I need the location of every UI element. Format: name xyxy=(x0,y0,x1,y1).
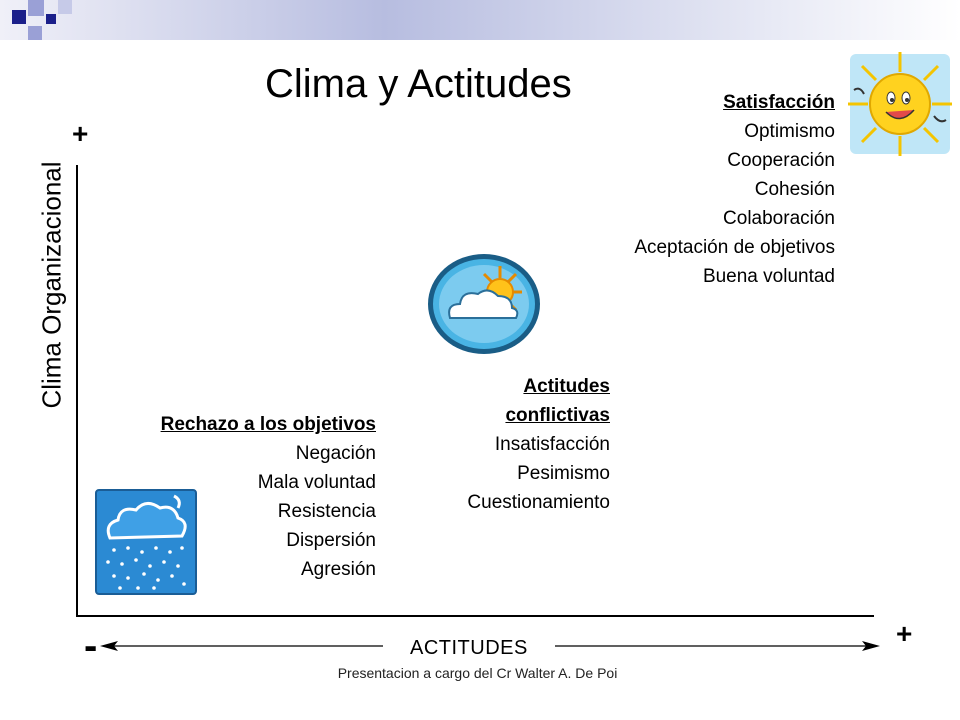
list-item: Cuestionamiento xyxy=(467,492,610,513)
rejection-heading: Rechazo a los objetivos xyxy=(160,414,376,435)
x-axis-line xyxy=(76,615,874,617)
y-axis-plus: + xyxy=(72,118,89,149)
list-item: Aceptación de objetivos xyxy=(634,237,835,258)
list-item: Buena voluntad xyxy=(702,266,835,287)
conflict-block xyxy=(467,372,610,517)
y-axis-label: Clima Organizacional xyxy=(36,161,67,409)
sun-icon xyxy=(846,50,954,158)
slide-title: Clima y Actitudes xyxy=(265,62,572,106)
satisfaction-block xyxy=(634,88,835,291)
decor-square-dark xyxy=(12,10,26,24)
list-item: Resistencia xyxy=(277,501,376,522)
decor-square-light xyxy=(28,26,42,40)
list-item: Pesimismo xyxy=(517,463,610,484)
snow-cloud-icon xyxy=(94,488,198,596)
list-item: Negación xyxy=(295,443,376,464)
list-item: Mala voluntad xyxy=(257,472,376,493)
list-item: Cohesión xyxy=(754,179,835,200)
list-item: Optimismo xyxy=(744,121,835,142)
partly-cloudy-icon xyxy=(426,252,542,356)
x-axis-label: ACTITUDES xyxy=(410,637,528,659)
list-item: Agresión xyxy=(301,559,376,580)
list-item: Insatisfacción xyxy=(494,434,610,455)
x-axis-plus: + xyxy=(896,618,913,649)
conflict-heading-line2: conflictivas xyxy=(505,405,610,426)
footer-credit: Presentacion a cargo del Cr Walter A. De Poi xyxy=(337,665,618,681)
x-axis-minus: - xyxy=(84,624,98,668)
top-band xyxy=(0,0,960,40)
decor-square-dark xyxy=(46,14,56,24)
conflict-heading-line1: Actitudes xyxy=(523,376,610,397)
satisfaction-heading: Satisfacción xyxy=(723,92,835,113)
list-item: Dispersión xyxy=(286,530,376,551)
list-item: Cooperación xyxy=(727,150,835,171)
decor-square-light xyxy=(28,0,44,16)
list-item: Colaboración xyxy=(723,208,835,229)
decor-square-light xyxy=(58,0,72,14)
y-axis-line xyxy=(76,165,78,617)
